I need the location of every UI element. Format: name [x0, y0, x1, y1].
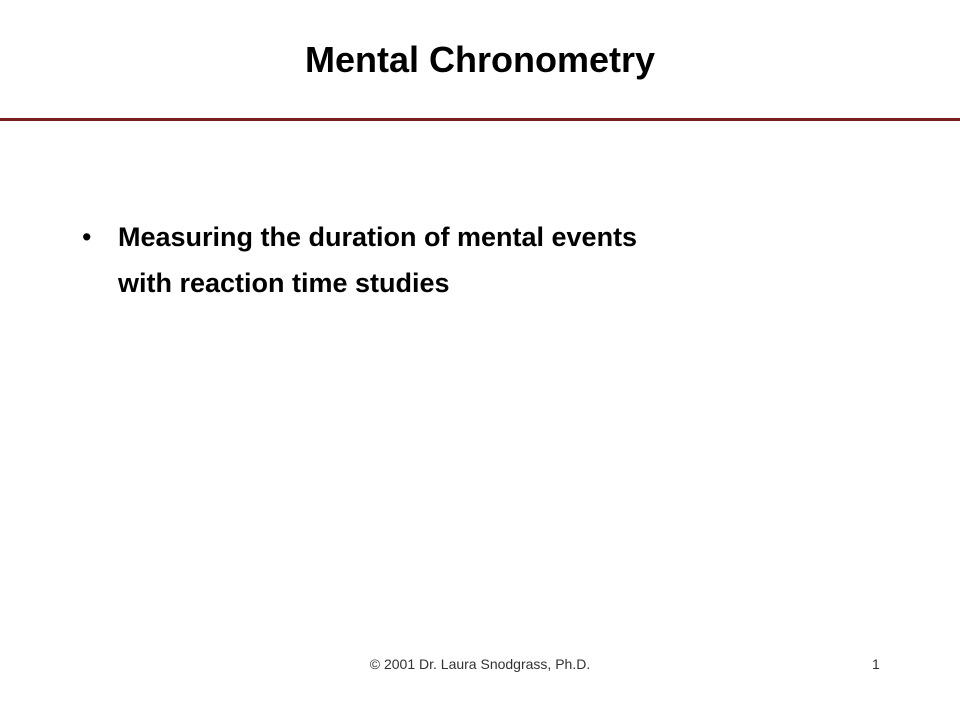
- bullet-list: [82, 214, 882, 306]
- bullet-text-line-1: Measuring the duration of mental events: [118, 222, 638, 252]
- slide-title: Mental Chronometry: [304, 39, 656, 80]
- bullet-text-line-2: with reaction time studies: [118, 268, 450, 298]
- footer-copyright: © 2001 Dr. Laura Snodgrass, Ph.D.: [369, 656, 591, 672]
- bullet-marker: •: [82, 222, 92, 252]
- page-number: 1: [872, 656, 880, 672]
- title-divider: [0, 118, 960, 121]
- bullet-item: [82, 214, 882, 260]
